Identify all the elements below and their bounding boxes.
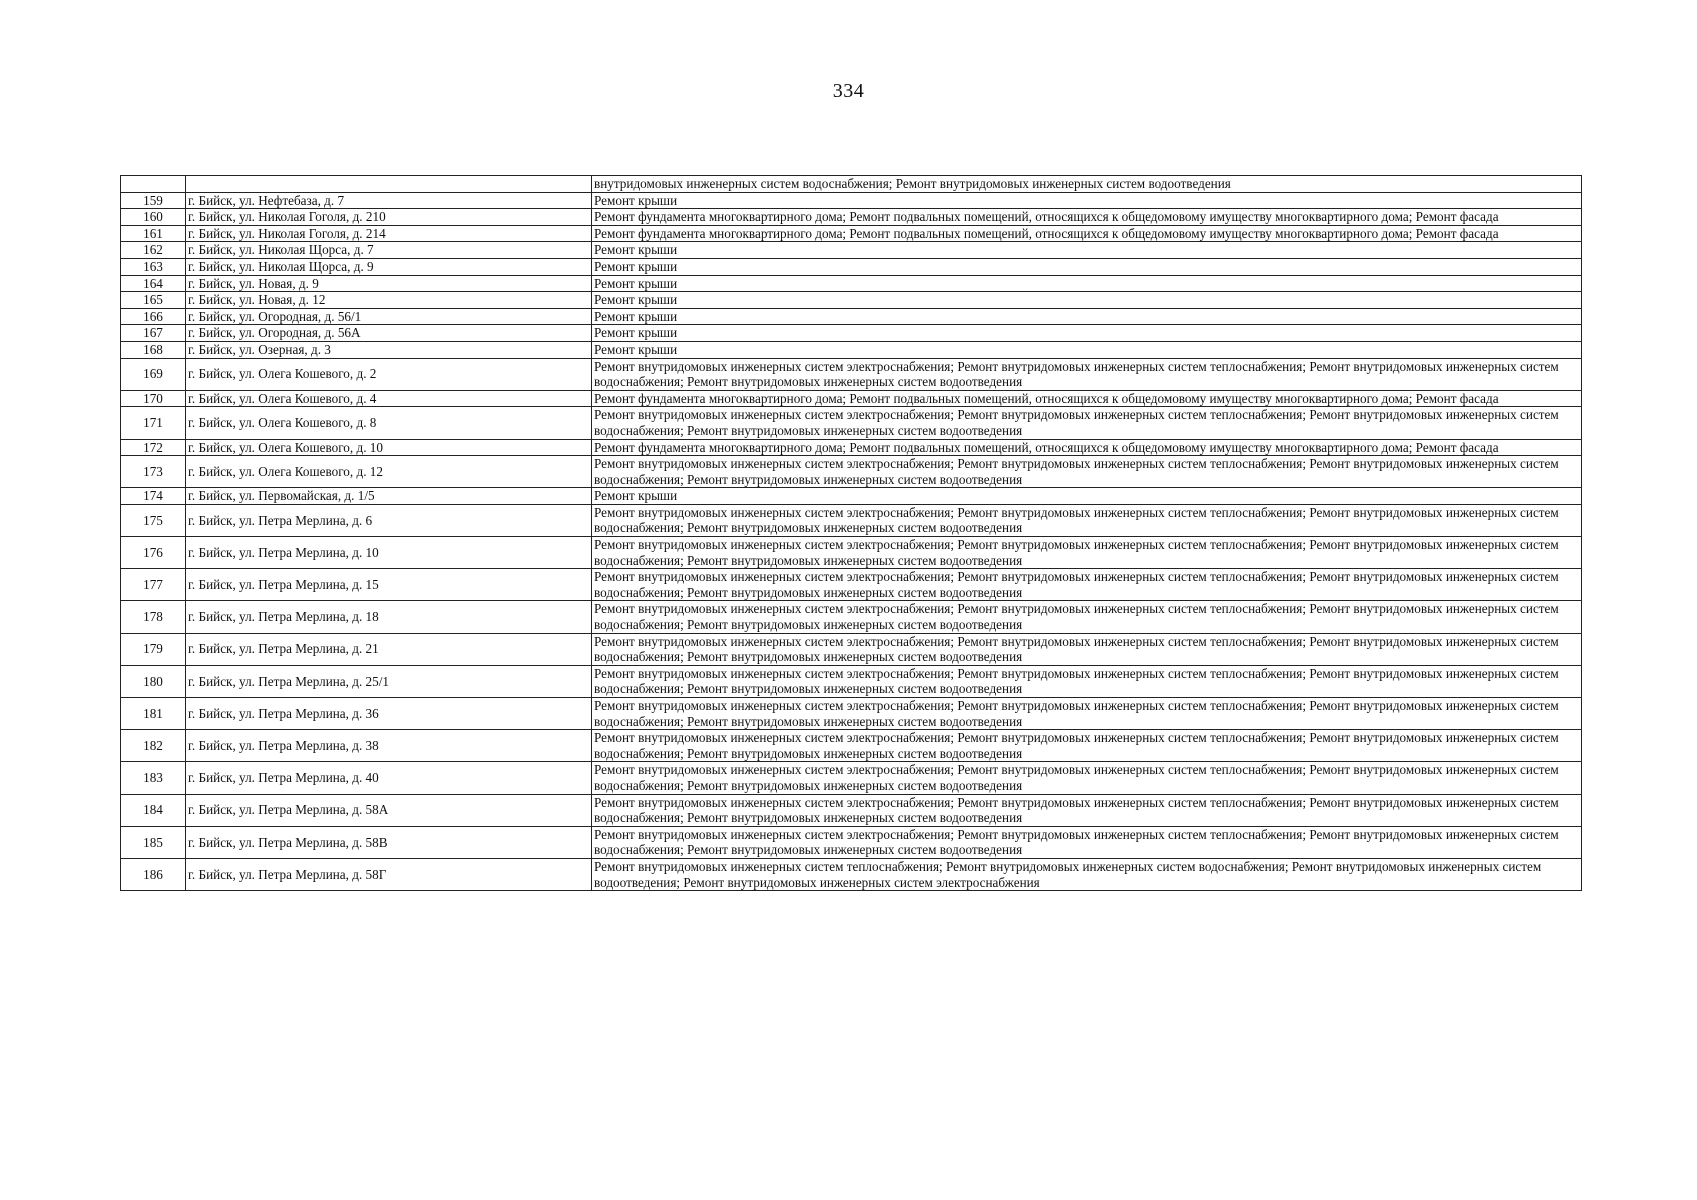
row-number-cell: 173: [121, 456, 186, 488]
works-cell: Ремонт внутридомовых инженерных систем электроснабжения; Ремонт внутридомовых инженерных систем теплоснабжения; Ремонт внутридомовых инженерных систем водоснабжения; Ремонт внутридомовых инженерных систем водоотведения: [592, 665, 1582, 697]
works-cell: Ремонт внутридомовых инженерных систем электроснабжения; Ремонт внутридомовых инженерных систем теплоснабжения; Ремонт внутридомовых инженерных систем водоснабжения; Ремонт внутридомовых инженерных систем водоотведения: [592, 633, 1582, 665]
table-row: [121, 633, 1582, 665]
row-number-cell: 162: [121, 242, 186, 259]
row-number-cell: 165: [121, 292, 186, 309]
row-number-cell: 182: [121, 730, 186, 762]
table-row: [121, 225, 1582, 242]
address-cell: г. Бийск, ул. Петра Мерлина, д. 18: [186, 601, 592, 633]
address-cell: г. Бийск, ул. Огородная, д. 56/1: [186, 308, 592, 325]
address-cell: [186, 176, 592, 193]
table-row: [121, 275, 1582, 292]
row-number-cell: 181: [121, 698, 186, 730]
table-row: [121, 439, 1582, 456]
table-row: [121, 192, 1582, 209]
row-number-cell: 168: [121, 341, 186, 358]
row-number-cell: 172: [121, 439, 186, 456]
address-cell: г. Бийск, ул. Первомайская, д. 1/5: [186, 488, 592, 505]
row-number-cell: 164: [121, 275, 186, 292]
table-row: [121, 569, 1582, 601]
row-number-cell: 169: [121, 358, 186, 390]
table-row: [121, 308, 1582, 325]
table-row: [121, 209, 1582, 226]
row-number-cell: 175: [121, 504, 186, 536]
address-cell: г. Бийск, ул. Николая Гоголя, д. 214: [186, 225, 592, 242]
works-cell: Ремонт внутридомовых инженерных систем электроснабжения; Ремонт внутридомовых инженерных систем теплоснабжения; Ремонт внутридомовых инженерных систем водоснабжения; Ремонт внутридомовых инженерных систем водоотведения: [592, 407, 1582, 439]
works-cell: Ремонт крыши: [592, 275, 1582, 292]
row-number-cell: 167: [121, 325, 186, 342]
table-row: [121, 242, 1582, 259]
address-cell: г. Бийск, ул. Петра Мерлина, д. 10: [186, 537, 592, 569]
row-number-cell: 185: [121, 826, 186, 858]
table-row: [121, 390, 1582, 407]
works-cell: Ремонт внутридомовых инженерных систем электроснабжения; Ремонт внутридомовых инженерных систем теплоснабжения; Ремонт внутридомовых инженерных систем водоснабжения; Ремонт внутридомовых инженерных систем водоотведения: [592, 730, 1582, 762]
works-cell: Ремонт внутридомовых инженерных систем электроснабжения; Ремонт внутридомовых инженерных систем теплоснабжения; Ремонт внутридомовых инженерных систем водоснабжения; Ремонт внутридомовых инженерных систем водоотведения: [592, 762, 1582, 794]
address-cell: г. Бийск, ул. Петра Мерлина, д. 25/1: [186, 665, 592, 697]
page-number: 334: [832, 80, 865, 102]
address-cell: г. Бийск, ул. Николая Щорса, д. 7: [186, 242, 592, 259]
table-row: [121, 407, 1582, 439]
table-row: [121, 341, 1582, 358]
address-cell: г. Бийск, ул. Новая, д. 12: [186, 292, 592, 309]
table-row: [121, 456, 1582, 488]
address-cell: г. Бийск, ул. Петра Мерлина, д. 58А: [186, 794, 592, 826]
row-number-cell: 174: [121, 488, 186, 505]
address-cell: г. Бийск, ул. Петра Мерлина, д. 58В: [186, 826, 592, 858]
row-number-cell: 166: [121, 308, 186, 325]
row-number-cell: 160: [121, 209, 186, 226]
row-number-cell: 161: [121, 225, 186, 242]
works-cell: Ремонт крыши: [592, 308, 1582, 325]
address-cell: г. Бийск, ул. Петра Мерлина, д. 58Г: [186, 858, 592, 890]
row-number-cell: 171: [121, 407, 186, 439]
works-cell: Ремонт внутридомовых инженерных систем электроснабжения; Ремонт внутридомовых инженерных систем теплоснабжения; Ремонт внутридомовых инженерных систем водоснабжения; Ремонт внутридомовых инженерных систем водоотведения: [592, 569, 1582, 601]
address-cell: г. Бийск, ул. Олега Кошевого, д. 4: [186, 390, 592, 407]
address-cell: г. Бийск, ул. Петра Мерлина, д. 15: [186, 569, 592, 601]
works-cell: Ремонт крыши: [592, 258, 1582, 275]
address-cell: г. Бийск, ул. Нефтебаза, д. 7: [186, 192, 592, 209]
address-cell: г. Бийск, ул. Новая, д. 9: [186, 275, 592, 292]
table-row: [121, 292, 1582, 309]
row-number-cell: 178: [121, 601, 186, 633]
row-number-cell: [121, 176, 186, 193]
table-row: [121, 358, 1582, 390]
address-cell: г. Бийск, ул. Николая Гоголя, д. 210: [186, 209, 592, 226]
row-number-cell: 176: [121, 537, 186, 569]
works-cell: внутридомовых инженерных систем водоснабжения; Ремонт внутридомовых инженерных систем водоотведения: [592, 176, 1582, 193]
table-row: [121, 325, 1582, 342]
address-cell: г. Бийск, ул. Петра Мерлина, д. 21: [186, 633, 592, 665]
table-row: [121, 794, 1582, 826]
works-cell: Ремонт крыши: [592, 242, 1582, 259]
address-cell: г. Бийск, ул. Олега Кошевого, д. 8: [186, 407, 592, 439]
row-number-cell: 170: [121, 390, 186, 407]
works-cell: Ремонт крыши: [592, 292, 1582, 309]
address-cell: г. Бийск, ул. Олега Кошевого, д. 10: [186, 439, 592, 456]
row-number-cell: 180: [121, 665, 186, 697]
works-cell: Ремонт внутридомовых инженерных систем электроснабжения; Ремонт внутридомовых инженерных систем теплоснабжения; Ремонт внутридомовых инженерных систем водоснабжения; Ремонт внутридомовых инженерных систем водоотведения: [592, 601, 1582, 633]
table-row: [121, 258, 1582, 275]
row-number-cell: 186: [121, 858, 186, 890]
address-cell: г. Бийск, ул. Николая Щорса, д. 9: [186, 258, 592, 275]
works-cell: Ремонт фундамента многоквартирного дома; Ремонт подвальных помещений, относящихся к общедомовому имуществу многоквартирного дома; Ремонт фасада: [592, 390, 1582, 407]
address-cell: г. Бийск, ул. Озерная, д. 3: [186, 341, 592, 358]
address-cell: г. Бийск, ул. Петра Мерлина, д. 38: [186, 730, 592, 762]
works-cell: Ремонт внутридомовых инженерных систем электроснабжения; Ремонт внутридомовых инженерных систем теплоснабжения; Ремонт внутридомовых инженерных систем водоснабжения; Ремонт внутридомовых инженерных систем водоотведения: [592, 537, 1582, 569]
table-row: [121, 488, 1582, 505]
address-cell: г. Бийск, ул. Олега Кошевого, д. 2: [186, 358, 592, 390]
address-cell: г. Бийск, ул. Петра Мерлина, д. 40: [186, 762, 592, 794]
table-row: [121, 176, 1582, 193]
works-cell: Ремонт крыши: [592, 192, 1582, 209]
address-cell: г. Бийск, ул. Олега Кошевого, д. 12: [186, 456, 592, 488]
row-number-cell: 159: [121, 192, 186, 209]
address-cell: г. Бийск, ул. Петра Мерлина, д. 36: [186, 698, 592, 730]
works-cell: Ремонт фундамента многоквартирного дома; Ремонт подвальных помещений, относящихся к общедомовому имуществу многоквартирного дома; Ремонт фасада: [592, 209, 1582, 226]
address-cell: г. Бийск, ул. Петра Мерлина, д. 6: [186, 504, 592, 536]
works-cell: Ремонт внутридомовых инженерных систем электроснабжения; Ремонт внутридомовых инженерных систем теплоснабжения; Ремонт внутридомовых инженерных систем водоснабжения; Ремонт внутридомовых инженерных систем водоотведения: [592, 456, 1582, 488]
row-number-cell: 179: [121, 633, 186, 665]
table-row: [121, 762, 1582, 794]
works-cell: Ремонт внутридомовых инженерных систем электроснабжения; Ремонт внутридомовых инженерных систем теплоснабжения; Ремонт внутридомовых инженерных систем водоснабжения; Ремонт внутридомовых инженерных систем водоотведения: [592, 826, 1582, 858]
works-cell: Ремонт крыши: [592, 488, 1582, 505]
row-number-cell: 183: [121, 762, 186, 794]
registry-body: [121, 176, 1582, 891]
table-row: [121, 698, 1582, 730]
works-cell: Ремонт крыши: [592, 341, 1582, 358]
works-cell: Ремонт внутридомовых инженерных систем электроснабжения; Ремонт внутридомовых инженерных систем теплоснабжения; Ремонт внутридомовых инженерных систем водоснабжения; Ремонт внутридомовых инженерных систем водоотведения: [592, 504, 1582, 536]
table-row: [121, 504, 1582, 536]
works-cell: Ремонт внутридомовых инженерных систем электроснабжения; Ремонт внутридомовых инженерных систем теплоснабжения; Ремонт внутридомовых инженерных систем водоснабжения; Ремонт внутридомовых инженерных систем водоотведения: [592, 358, 1582, 390]
table-row: [121, 730, 1582, 762]
works-cell: Ремонт крыши: [592, 325, 1582, 342]
works-cell: Ремонт внутридомовых инженерных систем электроснабжения; Ремонт внутридомовых инженерных систем теплоснабжения; Ремонт внутридомовых инженерных систем водоснабжения; Ремонт внутридомовых инженерных систем водоотведения: [592, 794, 1582, 826]
works-cell: Ремонт фундамента многоквартирного дома; Ремонт подвальных помещений, относящихся к общедомовому имуществу многоквартирного дома; Ремонт фасада: [592, 225, 1582, 242]
table-row: [121, 537, 1582, 569]
address-cell: г. Бийск, ул. Огородная, д. 56А: [186, 325, 592, 342]
repair-registry-table: [120, 175, 1582, 891]
table-row: [121, 601, 1582, 633]
table-row: [121, 826, 1582, 858]
works-cell: Ремонт внутридомовых инженерных систем теплоснабжения; Ремонт внутридомовых инженерных систем водоснабжения; Ремонт внутридомовых инженерных систем водоотведения; Ремонт внутридомовых инженерных систем электроснабжения: [592, 858, 1582, 890]
table-row: [121, 858, 1582, 890]
table-row: [121, 665, 1582, 697]
row-number-cell: 163: [121, 258, 186, 275]
works-cell: Ремонт внутридомовых инженерных систем электроснабжения; Ремонт внутридомовых инженерных систем теплоснабжения; Ремонт внутридомовых инженерных систем водоснабжения; Ремонт внутридомовых инженерных систем водоотведения: [592, 698, 1582, 730]
row-number-cell: 184: [121, 794, 186, 826]
row-number-cell: 177: [121, 569, 186, 601]
works-cell: Ремонт фундамента многоквартирного дома; Ремонт подвальных помещений, относящихся к общедомовому имуществу многоквартирного дома; Ремонт фасада: [592, 439, 1582, 456]
